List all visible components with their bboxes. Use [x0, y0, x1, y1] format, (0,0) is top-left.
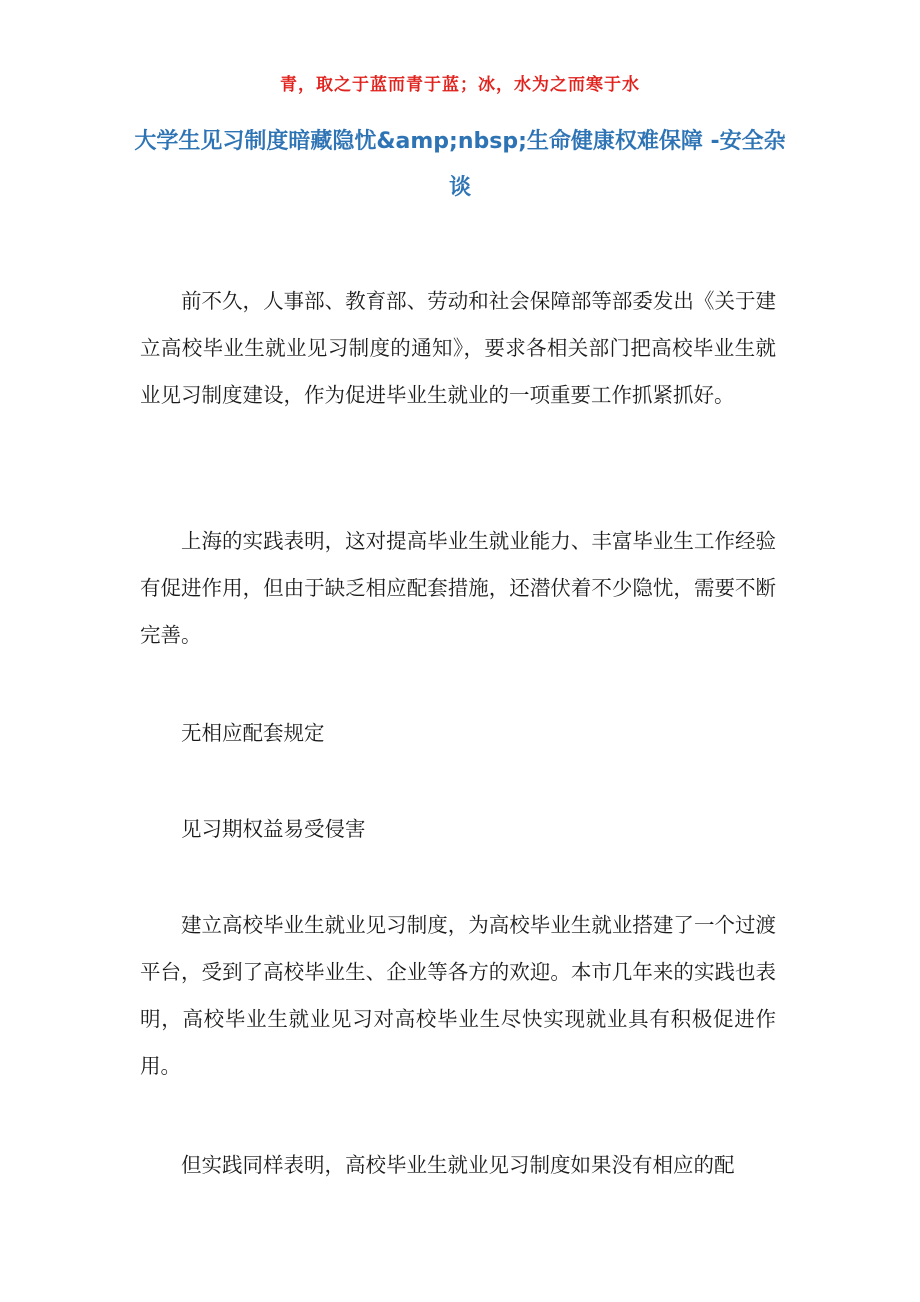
paragraph-1: 前不久，人事部、教育部、劳动和社会保障部等部委发出《关于建立高校毕业生就业见习制度的通知》，要求各相关部门把高校毕业生就业见习制度建设，作为促进毕业生就业的一项重要工作抓紧抓好。	[140, 289, 776, 407]
subheading-1: 无相应配套规定	[181, 721, 325, 745]
document-title: 大学生见习制度暗藏隐忧&amp;nbsp;生命健康权难保障 -安全杂谈	[134, 129, 786, 200]
paragraph-4: 但实践同样表明，高校毕业生就业见习制度如果没有相应的配	[181, 1153, 735, 1177]
paragraph-2: 上海的实践表明，这对提高毕业生就业能力、丰富毕业生工作经验有促进作用，但由于缺乏相应配套措施，还潜伏着不少隐忧，需要不断完善。	[140, 529, 776, 647]
subheading-2: 见习期权益易受侵害	[181, 817, 366, 841]
paragraph-3: 建立高校毕业生就业见习制度，为高校毕业生就业搭建了一个过渡平台，受到了高校毕业生、企业等各方的欢迎。本市几年来的实践也表明，高校毕业生就业见习对高校毕业生尽快实现就业具有积极促进作用。	[140, 913, 776, 1078]
header-motto: 青，取之于蓝而青于蓝；冰，水为之而寒于水	[280, 75, 640, 95]
